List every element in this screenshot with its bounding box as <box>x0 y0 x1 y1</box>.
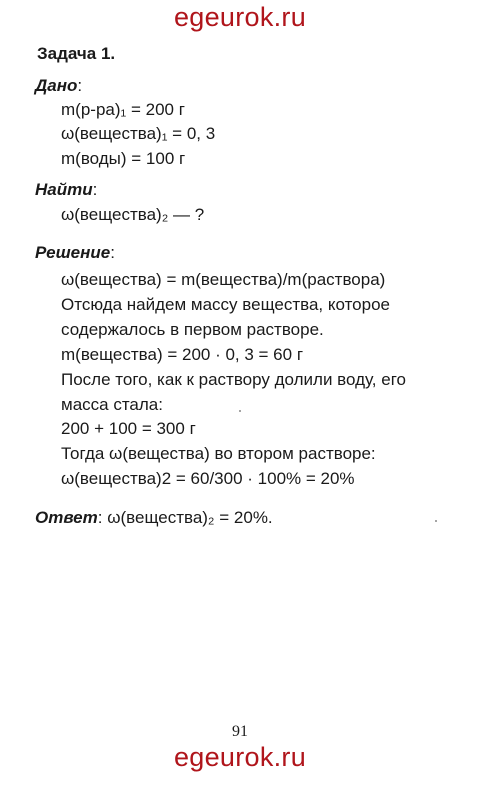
answer-label: Ответ <box>35 508 98 527</box>
find-heading-text: Найти <box>35 180 93 199</box>
solution-line-3: содержалось в первом растворе. <box>61 320 324 339</box>
solution-line-6: масса стала: <box>61 395 163 414</box>
page-number: 91 <box>232 723 248 740</box>
scan-speck <box>239 410 241 412</box>
problem-title: Задача 1. <box>37 44 116 63</box>
find-line-1: ω(вещества)₂ — ? <box>61 205 205 224</box>
given-line-2: ω(вещества)₁ = 0, 3 <box>61 124 216 143</box>
given-line-1: m(р-ра)₁ = 200 г <box>61 100 185 119</box>
given-line-3: m(воды) = 100 г <box>61 149 186 168</box>
answer-text: : ω(вещества)₂ = 20%. <box>97 508 273 527</box>
solution-line-4: m(вещества) = 200 · 0, 3 = 60 г <box>61 345 304 364</box>
solution-heading-text: Решение <box>35 243 111 262</box>
site-watermark-top: egeurok.ru <box>173 2 307 32</box>
solution-line-7: 200 + 100 = 300 г <box>61 419 196 438</box>
solution-line-9: ω(вещества)2 = 60/300 · 100% = 20% <box>61 469 355 488</box>
find-heading: Найти: <box>35 180 98 199</box>
solution-line-2: Отсюда найдем массу вещества, которое <box>61 295 390 314</box>
given-heading: Дано: <box>35 76 83 95</box>
solution-line-8: Тогда ω(вещества) во втором растворе: <box>61 444 376 463</box>
solution-line-1: ω(вещества) = m(вещества)/m(раствора) <box>61 270 386 289</box>
scan-speck <box>435 520 437 522</box>
given-heading-text: Дано <box>35 76 78 95</box>
solution-heading: Решение: <box>35 243 115 262</box>
answer-line <box>35 508 273 528</box>
site-watermark-bottom: egeurok.ru <box>173 742 307 772</box>
solution-line-5: После того, как к раствору долили воду, его <box>61 370 406 389</box>
